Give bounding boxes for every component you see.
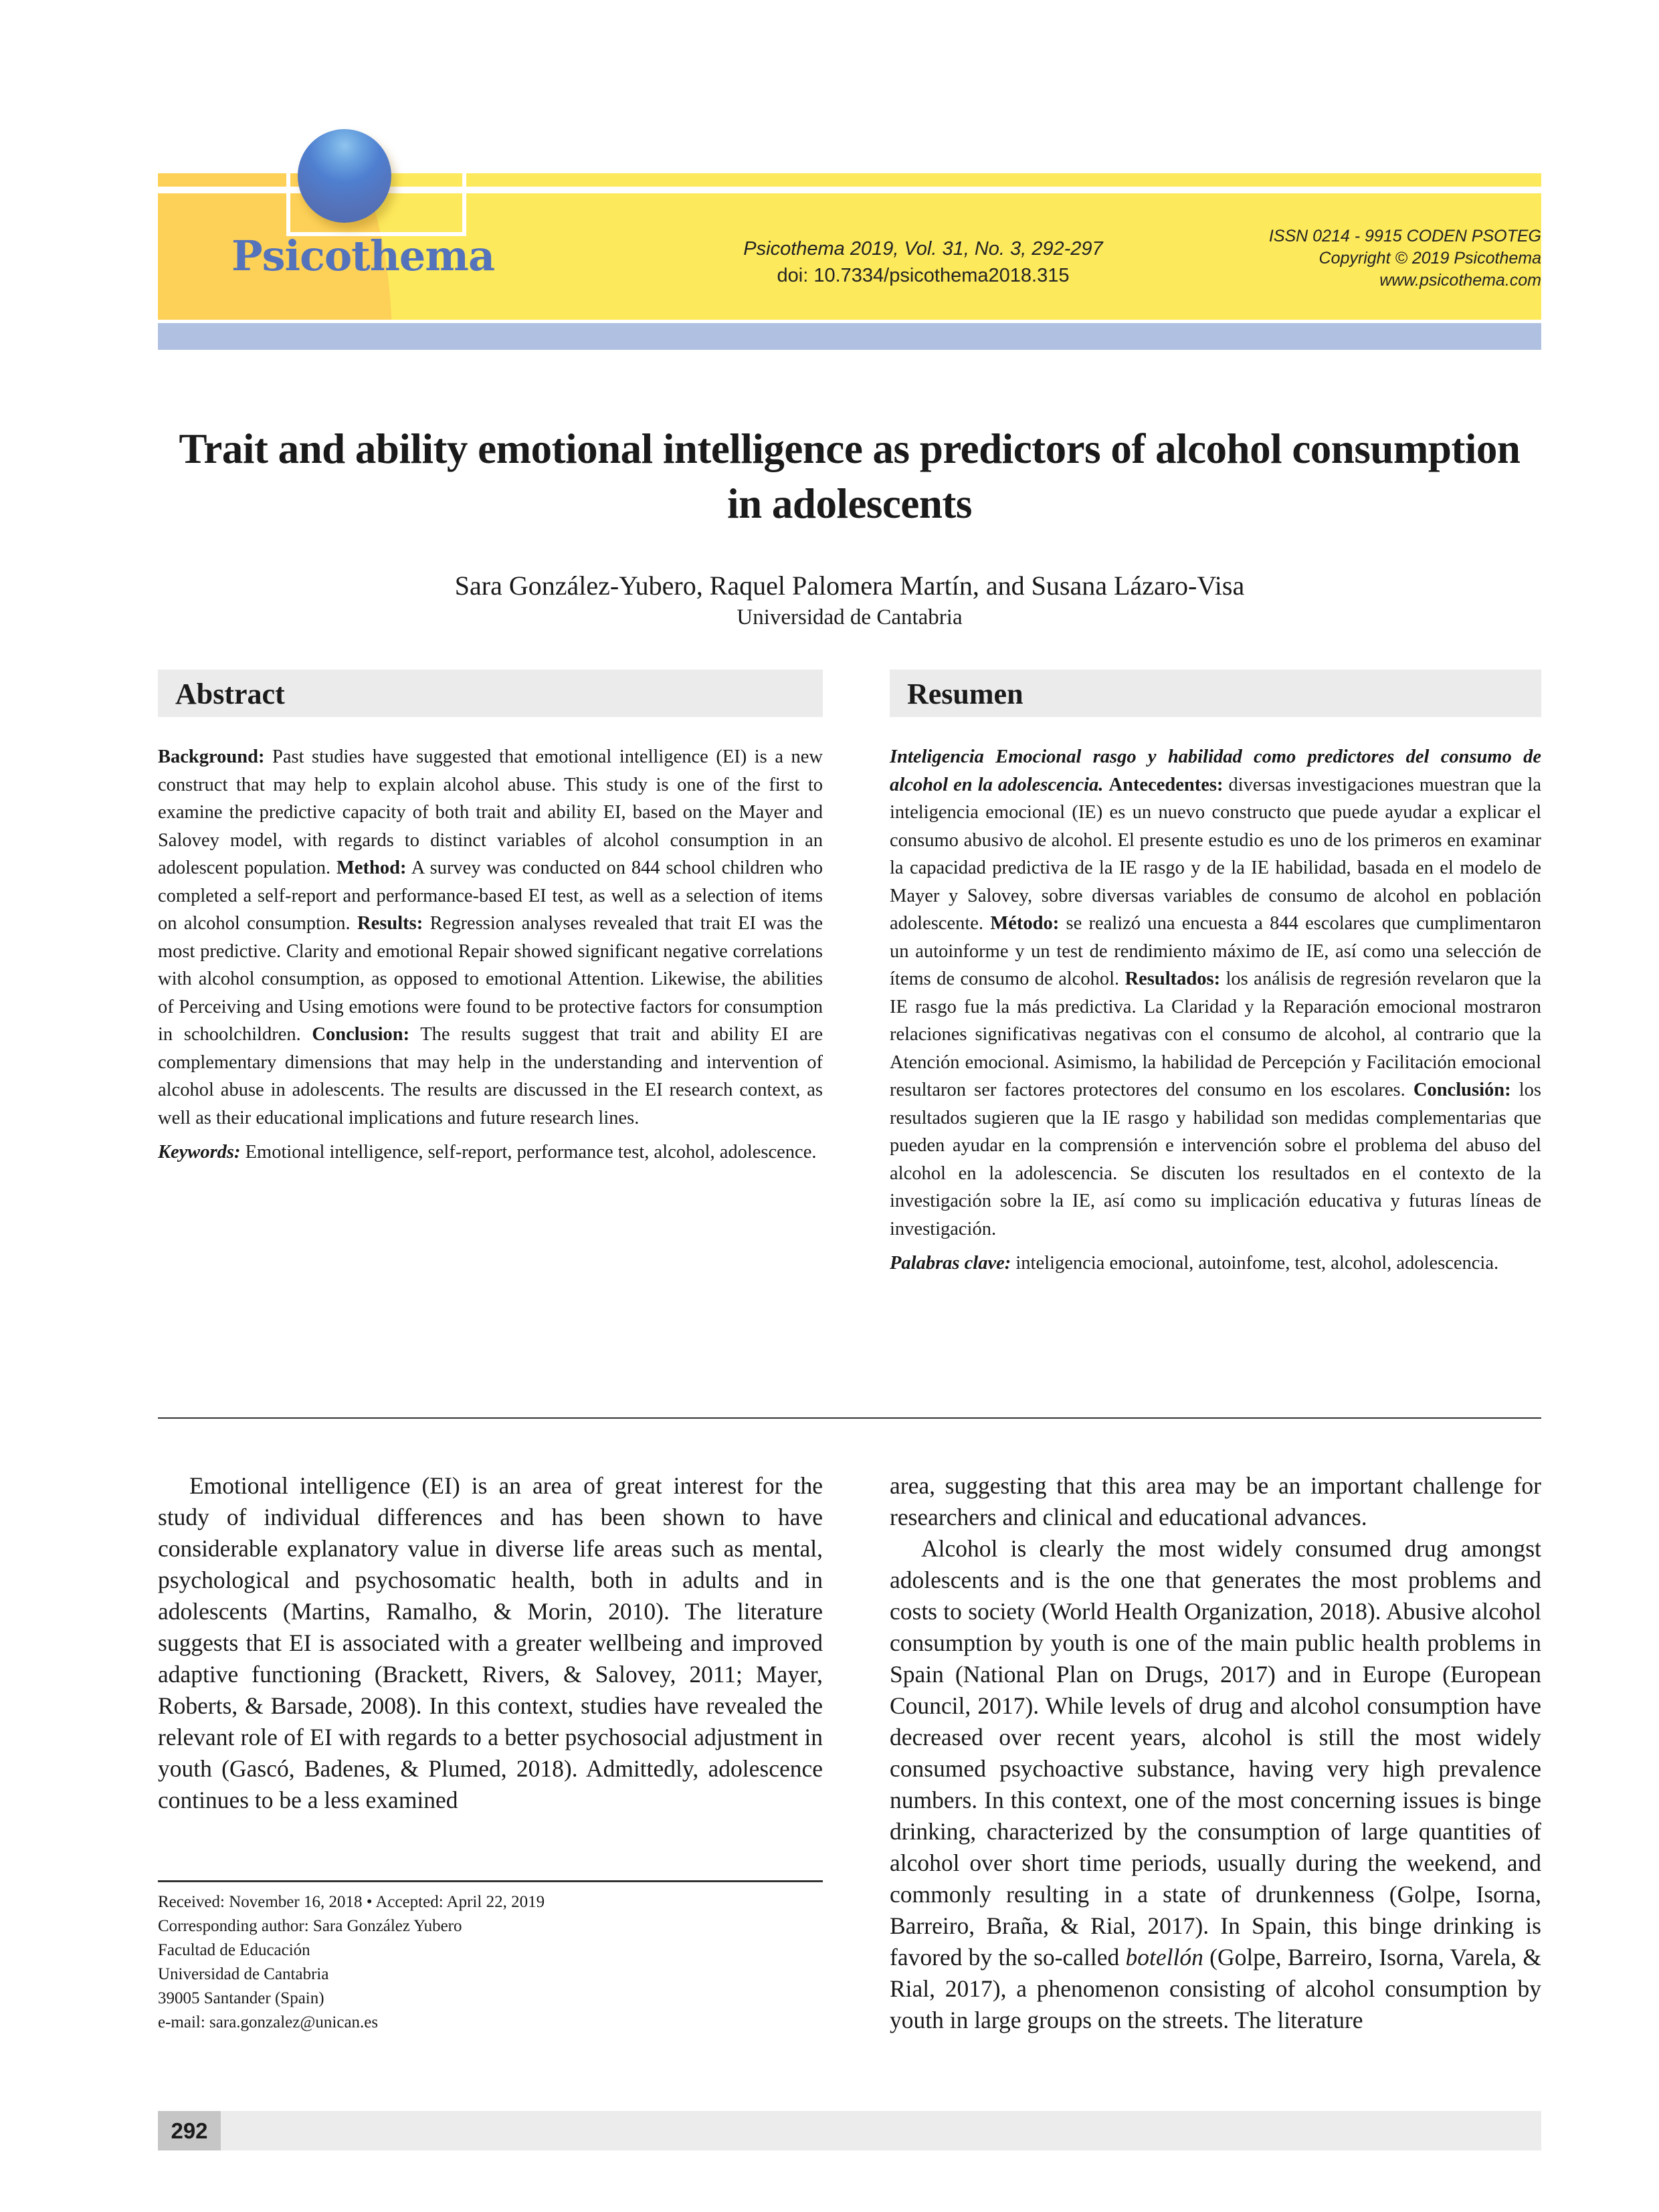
abstract-heading: Abstract [175,678,285,710]
antecedentes-text: diversas investigaciones muestran que la inteligencia emocional (IE) es un nuevo constructo que puede ayudar a explicar el consumo abusivo de alcohol. El presente estudio es uno de los primeros en examinar la capacidad predictiva de la IE rasgo y de la IE habilidad, basada en el modelo de Mayer y Salovey, sobre diversas variables de consumo de alcohol en población adolescente. [890,774,1542,934]
spanish-title: Inteligencia Emocional rasgo y habilidad como predictores del consumo de alcohol en la adolescencia. [890,746,1541,795]
method-text: A survey was conducted on 844 school children who completed a self-report and performance-based EI test, as well as a selection of items on alcohol consumption. [158,858,823,934]
antecedentes-label: Antecedentes: [1108,774,1224,795]
keywords-text: Emotional intelligence, self-report, performance test, alcohol, adolescence. [245,1142,817,1163]
body-column-left [158,1470,823,1816]
issn-line: ISSN 0214 - 9915 CODEN PSOTEG [1268,227,1541,245]
page-footer-bar [158,2111,1541,2150]
resumen-text [890,743,1541,1284]
website-link[interactable]: www.psicothema.com [1379,271,1541,290]
method-label: Method: [336,858,407,878]
body-text: (Golpe, Barreiro, Isorna, Varela, & Rial, 2017), a phenomenon consisting of alcohol consumption by youth in large groups on the streets. The literature [890,1944,1541,2033]
keywords [158,1138,823,1167]
page-number: 292 [171,2118,208,2143]
journal-logo: Psicothema [231,231,495,280]
metodo-label: Método: [990,913,1060,934]
copyright-line: Copyright © 2019 Psicothema [1319,249,1541,268]
background-text: Past studies have suggested that emotional intelligence (EI) is a new construct that may help to explain alcohol abuse. This study is one of the first to examine the predictive capacity of both trait and ability EI, based on the Mayer and Salovey model, with regards to distinct variables of alcohol consumption in an adolescent population. [158,746,823,878]
logo-sphere-icon [298,129,391,223]
issn-block [1269,225,1541,292]
results-text: Regression analyses revealed that trait EI was the most predictive. Clarity and emotional Repair showed significant negative correlations with alcohol consumption, as opposed to emotional Attention. Likewise, the abilities of Perceiving and Using emotions were found to be protective factors for consumption in schoolchildren. [158,913,823,1045]
body-text: Alcohol is clearly the most widely consumed drug amongst adolescents and is the one that generates the most problems and costs to society (World Health Organization, 2018). Abusive alcohol consumption by youth is one of the main public health problems in Spain (National Plan on Drugs, 2017) and in Europe (European Council, 2017). While levels of drug and alcohol consumption have decreased over recent years, alcohol is still the most widely consumed psychoactive substance, having very high prevalence numbers. In this context, one of the most concerning issues is binge drinking, characterized by the consumption of large quantities of alcohol over short time periods, usually during the weekend, and commonly resulting in a state of drunkenness (Golpe, Isorna, Barreiro, Braña, & Rial, 2017). In Spain, this binge drinking is favored by the so-called [890,1535,1541,1971]
resultados-text: los análisis de regresión revelaron que la IE rasgo fue la más predictiva. La Claridad y la Reparación emocional mostraron relaciones significativas negativas con el consumo de alcohol, al contrario que la Atención emocional. Asimismo, la habilidad de Percepción y Facilitación emocional resultaron ser factores protectores del consumo en los escolares. [890,969,1542,1100]
keywords-label: Keywords: [158,1142,241,1163]
body-column-right [890,1470,1541,2036]
abstract-paragraph [158,743,823,1132]
conclusion-es-label: Conclusión: [1413,1080,1511,1100]
section-divider [158,1417,1541,1419]
body-paragraph [890,1533,1541,2036]
conclusion-text: The results suggest that trait and ability EI are complementary dimensions that may help in the understanding and intervention of alcohol abuse in adolescents. The results are discussed in the EI research context, as well as their educational implications and future research lines. [158,1024,823,1128]
affiliation: Universidad de Cantabria [737,605,963,629]
abstract-heading-box [158,670,823,717]
palabras-clave-label: Palabras clave: [890,1253,1011,1274]
footnote [158,1890,823,2035]
doi-link[interactable]: doi: 10.7334/psicothema2018.315 [777,265,1070,286]
body-paragraph-continued: area, suggesting that this area may be an important challenge for researchers and clinical and educational advances. [890,1472,1541,1530]
email-link[interactable]: e-mail: sara.gonzalez@unican.es [158,2013,379,2031]
results-label: Results: [357,913,423,934]
background-label: Background: [158,746,265,767]
metodo-text: se realizó una encuesta a 844 escolares que cumplimentaron un autoinforme y un test de rendimiento máximo de IE, así como una selección de ítems de consumo de alcohol. [890,913,1542,989]
banner-blue-band [158,323,1541,350]
citation-block [709,235,1137,289]
faculty: Facultad de Educación [158,1941,310,1959]
palabras-clave-text: inteligencia emocional, autoinfome, test, alcohol, adolescencia. [1015,1253,1499,1274]
footnote-rule [158,1880,823,1882]
received-accepted-dates: Received: November 16, 2018 • Accepted: April 22, 2019 [158,1893,545,1911]
resumen-heading-box [890,670,1541,717]
citation-line: Psicothema 2019, Vol. 31, No. 3, 292-297 [743,238,1103,260]
conclusion-es-text: los resultados sugieren que la IE rasgo y habilidad son medidas complementarias que pueden ayudar en la comprensión e intervención sobre el problema del abuso del alcohol en la adolescencia. Se discuten los resultados en el contexto de la investigación sobre la IE, así como su implicación educativa y futuras líneas de investigación. [890,1080,1542,1239]
address: 39005 Santander (Spain) [158,1989,324,2007]
paper-title: Trait and ability emotional intelligence as predictors of alcohol consumption in adolescents [179,425,1521,527]
conclusion-label: Conclusion: [312,1024,410,1045]
resumen-heading: Resumen [907,678,1023,710]
university: Universidad de Cantabria [158,1965,329,1983]
corresponding-author: Corresponding author: Sara González Yubero [158,1917,462,1935]
resumen-paragraph [890,743,1541,1243]
body-italic-term: botellón [1125,1944,1203,1971]
palabras-clave [890,1249,1541,1278]
abstract-text [158,743,823,1173]
body-paragraph: Emotional intelligence (EI) is an area of great interest for the study of individual differences and has been shown to have considerable explanatory value in diverse life areas such as mental, psychological and psychosomatic health, both in adults and in adolescents (Martins, Ramalho, & Morin, 2010). The literature suggests that EI is associated with a greater wellbeing and improved adaptive functioning (Brackett, Rivers, & Salovey, 2011; Mayer, Roberts, & Barsade, 2008). In this context, studies have revealed the relevant role of EI with regards to a better psychosocial adjustment in youth (Gascó, Badenes, & Plumed, 2018). Admittedly, adolescence continues to be a less examined [158,1472,823,1813]
resultados-label: Resultados: [1125,969,1221,989]
author-list: Sara González-Yubero, Raquel Palomera Martín, and Susana Lázaro-Visa [454,571,1245,601]
